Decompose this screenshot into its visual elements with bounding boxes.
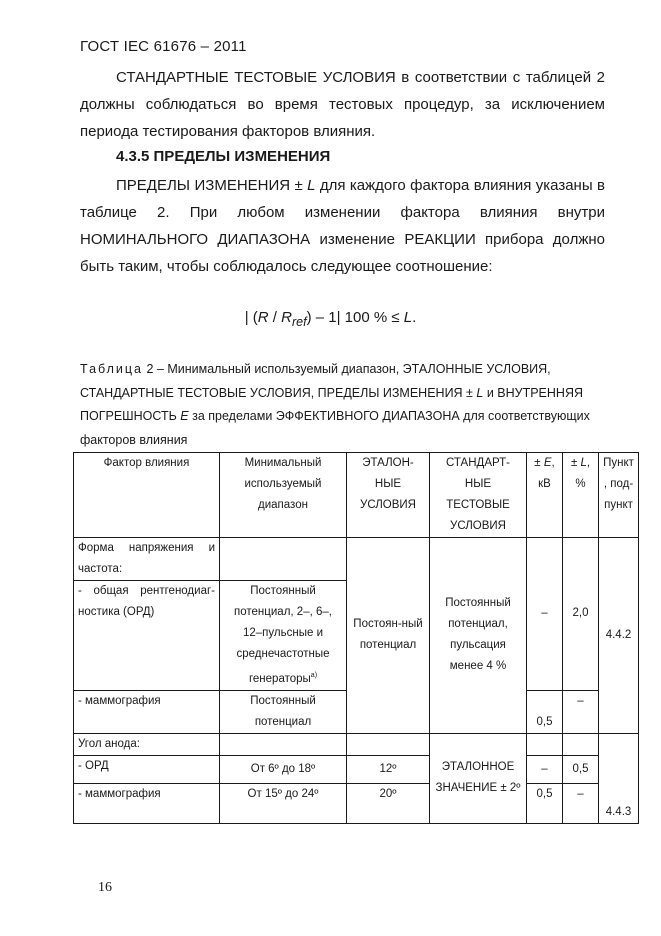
- table-header-row: [74, 453, 639, 538]
- table-row: [74, 733, 639, 755]
- factor-mammography: - маммография: [74, 690, 220, 733]
- min-range-anode-mammography: От 15º до 24º: [220, 783, 347, 823]
- factor-general-radiography: - общая рентгенодиаг-ностика (ОРД): [74, 581, 220, 691]
- header-l: ± L, %: [563, 453, 599, 538]
- e-anode-general: –: [527, 755, 563, 783]
- ref-anode-mammography: 20º: [347, 783, 430, 823]
- min-range-anode-general: От 6º до 18º: [220, 755, 347, 783]
- l-value-general: 2,0: [563, 538, 599, 691]
- l-anode-general: 0,5: [563, 755, 599, 783]
- paragraph-limits-of-variation: ПРЕДЕЛЫ ИЗМЕНЕНИЯ ± L для каждого фактора влияния указаны в таблице 2. При любом изменении фактора влияния внутри НОМИНАЛЬНОГО ДИАПАЗОНА изменение РЕАКЦИИ прибора должно быть таким, чтобы соблюдалось следующее соотношение:: [80, 177, 605, 275]
- header-ref-conditions: ЭТАЛОН-НЫЕ УСЛОВИЯ: [347, 453, 430, 538]
- paragraph-standard-test-conditions: СТАНДАРТНЫЕ ТЕСТОВЫЕ УСЛОВИЯ в соответствии с таблицей 2 должны соблюдаться во время тестовых процедур, за исключением периода тестирования факторов влияния.: [80, 69, 605, 140]
- e-value-mammography: 0,5: [527, 690, 563, 733]
- page-number: 16: [98, 880, 112, 895]
- clause-waveform: 4.4.2: [599, 538, 639, 734]
- document-header: ГОСТ IEC 61676 – 2011: [80, 38, 247, 55]
- min-range-mammography: Постоянный потенциал: [220, 690, 347, 733]
- section-heading: 4.3.5 ПРЕДЕЛЫ ИЗМЕНЕНИЯ: [116, 148, 331, 165]
- table-caption: Таблица 2 – Минимальный используемый диапазон, ЭТАЛОННЫЕ УСЛОВИЯ, СТАНДАРТНЫЕ ТЕСТОВЫЕ УСЛОВИЯ, ПРЕДЕЛЫ ИЗМЕНЕНИЯ ± L и ВНУТРЕННЯЯ ПОГРЕШНОСТЬ E за пределами ЭФФЕКТИВНОГО ДИАПАЗОНА для соответствующих факторов влияния: [80, 362, 590, 447]
- e-value-general: –: [527, 538, 563, 691]
- group-title-waveform: Форма напряжения и частота:: [74, 538, 220, 581]
- ref-conditions-waveform: Постоян-ный потенциал: [347, 538, 430, 734]
- header-factor: Фактор влияния: [74, 453, 220, 538]
- factor-anode-general: - ОРД: [74, 755, 220, 783]
- table-row: [74, 783, 639, 823]
- std-conditions-waveform: Постоянный потенциал, пульсация менее 4 %: [430, 538, 527, 734]
- ref-anode-general: 12º: [347, 755, 430, 783]
- header-min-range: Минимальный используемый диапазон: [220, 453, 347, 538]
- header-e: ± E, кВ: [527, 453, 563, 538]
- header-std-conditions: СТАНДАРТ-НЫЕ ТЕСТОВЫЕ УСЛОВИЯ: [430, 453, 527, 538]
- influence-factors-table: [73, 452, 639, 824]
- factor-anode-mammography: - маммография: [74, 783, 220, 823]
- table-row: [74, 538, 639, 581]
- group-title-anode-angle: Угол анода:: [74, 733, 220, 755]
- table-row: [74, 755, 639, 783]
- l-anode-mammography: –: [563, 783, 599, 823]
- std-conditions-anode-angle: ЭТАЛОННОЕ ЗНАЧЕНИЕ ± 2º: [430, 733, 527, 823]
- clause-anode-angle: 4.4.3: [599, 733, 639, 823]
- header-clause: Пункт , под-пункт: [599, 453, 639, 538]
- l-value-mammography: –: [563, 690, 599, 733]
- e-anode-mammography: 0,5: [527, 783, 563, 823]
- formula: | $(R / R_{ref}) - 1|$ 100 % ≤ L.: [244, 309, 417, 329]
- min-range-general: Постоянный потенциал, 2–, 6–, 12–пульсные и среднечастотные генераторы$^{а)}$: [220, 581, 347, 691]
